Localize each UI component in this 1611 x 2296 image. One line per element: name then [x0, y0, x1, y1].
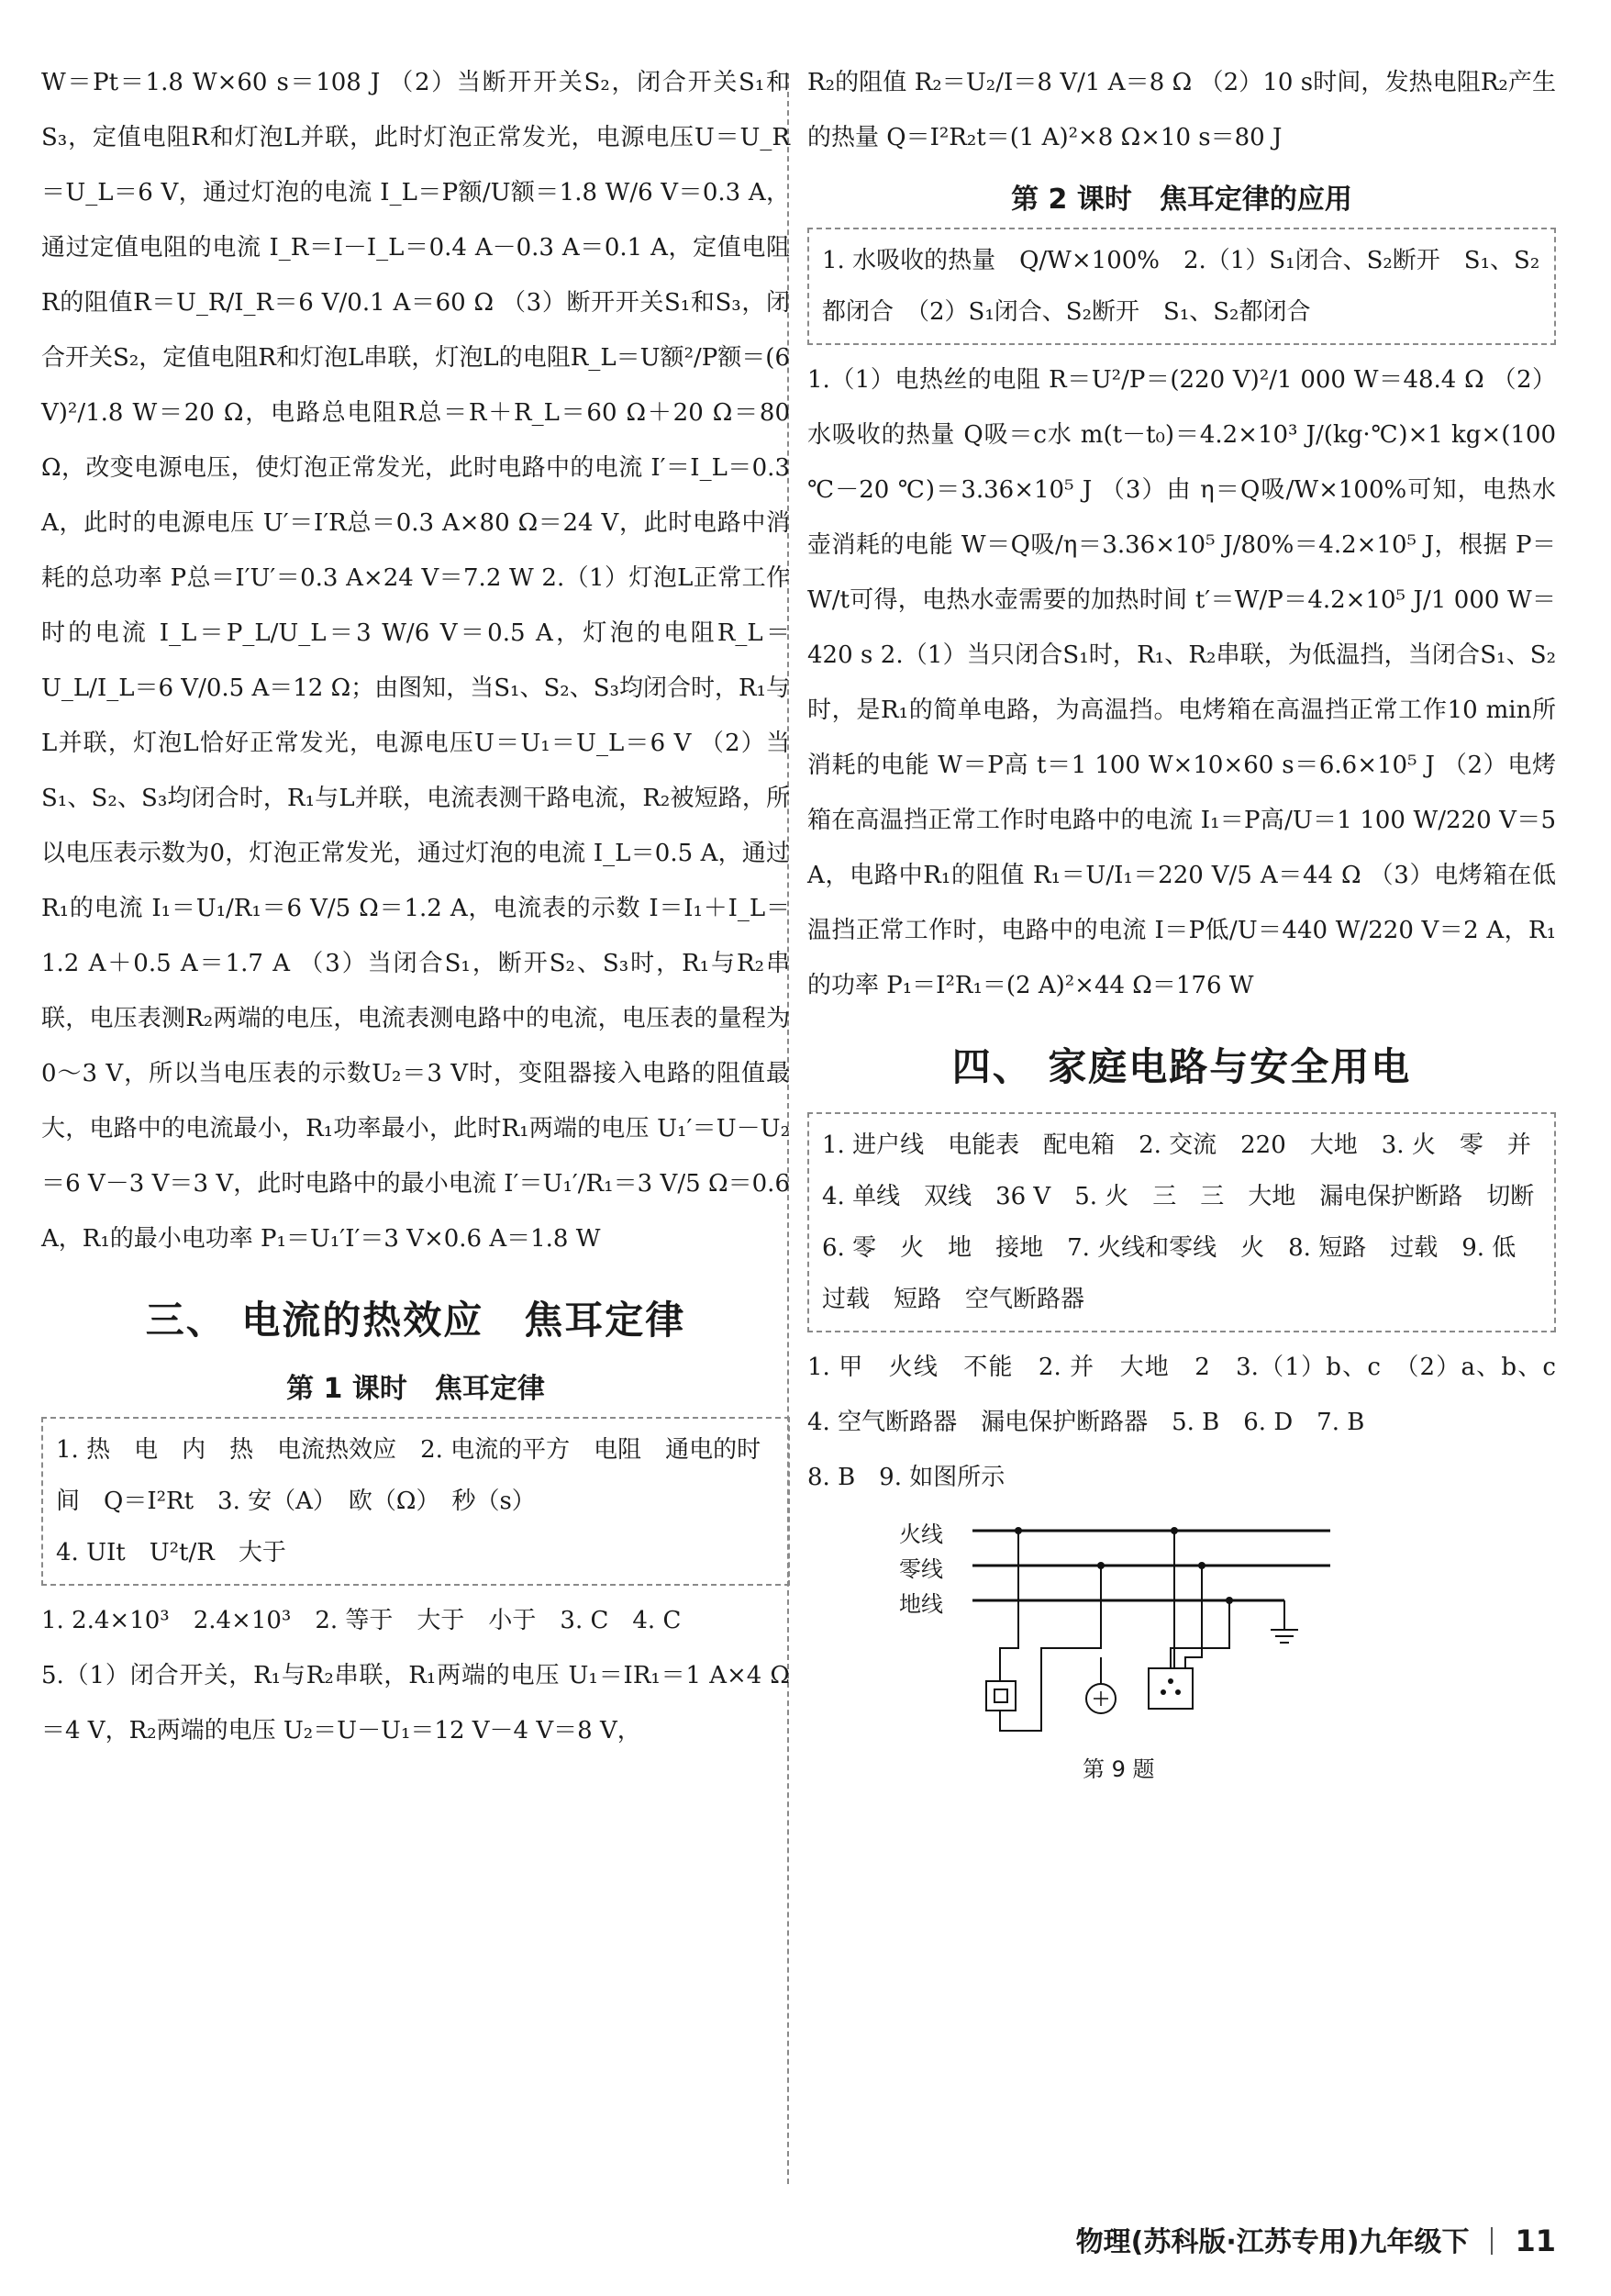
key-points-box: [807, 1112, 1559, 1332]
page-number: 11: [1515, 2224, 1556, 2258]
answer-paragraph: 5.（1）闭合开关，R₁与R₂串联，R₁两端的电压 U₁＝IR₁＝1 A×4 Ω＝4 V，R₂两端的电压 U₂＝U－U₁＝12 V－4 V＝8 V，: [41, 1662, 790, 1744]
answer-paragraph: 1. 2.4×10³ 2.4×10³ 2. 等于 大于 小于 3. C 4. C: [41, 1607, 682, 1634]
box-line: 1. 热 电 内 热 电流热效应 2. 电流的平方 电阻 通电的时间 Q＝I²Rt 3. 安（A） 欧（Ω） 秒（s）: [56, 1436, 761, 1515]
socket-icon: [1149, 1668, 1193, 1709]
answer-paragraph: W＝Pt＝1.8 W×60 s＝108 J （2）当断开开关S₂，闭合开关S₁和S₃，定值电阻R和灯泡L并联，此时灯泡正常发光，电源电压U＝U_R＝U_L＝6 V，通过灯泡的电流 I_L＝P额/U额＝1.8 W/6 V＝0.3 A，通过定值电阻的电流 I_R＝I－I_L＝0.4 A－0.3 A＝0.1 A，定值电阻R的阻值R＝U_R/I_R＝6 V/0.1 A＝60 Ω （3）断开开关S₁和S₃，闭合开关S₂，定值电阻R和灯泡L串联，灯泡L的电阻R_L＝U额²/P额＝(6 V)²/1.8 W＝20 Ω，电路总电阻R总＝R＋R_L＝60 Ω＋20 Ω＝80 Ω，改变电源电压，使灯泡正常发光，此时电路中的电流 I′＝I_L＝0.3 A，此时的电源电压 U′＝I′R总＝0.3 A×80 Ω＝24 V，此时电路中消耗的总功率 P总＝I′U′＝0.3 A×24 V＝7.2 W 2.（1）灯泡L正常工作时的电流 I_L＝P_L/U_L＝3 W/6 V＝0.5 A，灯泡的电阻R_L＝U_L/I_L＝6 V/0.5 A＝12 Ω；由图知，当S₁、S₂、S₃均闭合时，R₁与L并联，灯泡L恰好正常发光，电源电压U＝U₁＝U_L＝6 V （2）当S₁、S₂、S₃均闭合时，R₁与L并联，电流表测干路电流，R₂被短路，所以电压表示数为0，灯泡正常发光，通过灯泡的电流 I_L＝0.5 A，通过R₁的电流 I₁＝U₁/R₁＝6 V/5 Ω＝1.2 A，电流表的示数 I＝I₁＋I_L＝1.2 A＋0.5 A＝1.7 A （3）当闭合S₁，断开S₂、S₃时，R₁与R₂串联，电压表测R₂两端的电压，电流表测电路中的电流，电压表的量程为0～3 V，所以当电压表的示数U₂＝3 V时，变阻器接入电路的阻值最大，电路中的电流最小，R₁功率最小，此时R₁两端的电压 U₁′＝U－U₂＝6 V－3 V＝3 V，此时电路中的最小电流 I′＝U₁′/R₁＝3 V/5 Ω＝0.6 A，R₁的最小电功率 P₁＝U₁′I′＝3 V×0.6 A＝1.8 W: [41, 69, 790, 1253]
key-points-box: [41, 1417, 790, 1586]
neutral-wire-label: 零线: [899, 1556, 943, 1582]
right-column: [807, 55, 1581, 1786]
circuit-figure: [899, 1510, 1413, 1786]
earth-wire-label: 地线: [899, 1591, 943, 1617]
section-title: 四、 家庭电路与安全用电: [951, 1044, 1412, 1089]
footer-separator: [1491, 2227, 1493, 2255]
key-points-box: [807, 228, 1556, 345]
live-wire-label: 火线: [899, 1521, 943, 1547]
answer-paragraph: 8. B 9. 如图所示: [807, 1464, 1005, 1491]
circuit-diagram: [899, 1510, 1413, 1749]
figure-caption: 第 9 题: [1083, 1756, 1155, 1782]
box-line: 1. 进户线 电能表 配电箱 2. 交流 220 大地 3. 火 零 并 4. 单线 双线 36 V 5. 火 三 三 大地 漏电保护断路 切断 6. 零 火 地 接地 7. 火线和零线 火 8. 短路 过载 9. 低 过载 短路 空气断路器: [822, 1131, 1559, 1313]
lesson-title: 第 1 课时 焦耳定律: [286, 1373, 545, 1405]
answer-paragraph: 1. 甲 火线 不能 2. 并 大地 2 3.（1）b、c （2）a、b、c 4. 空气断路器 漏电保护断路器 5. B 6. D 7. B: [807, 1354, 1581, 1436]
box-line: 4. UIt U²t/R 大于: [56, 1539, 286, 1566]
page-footer: [1076, 2219, 1556, 2259]
box-line: 1. 水吸收的热量 Q/W×100% 2.（1）S₁闭合、S₂断开 S₁、S₂都闭合 （2）S₁闭合、S₂断开 S₁、S₂都闭合: [822, 247, 1540, 326]
book-title: 物理(苏科版·江苏专用)九年级下: [1075, 2226, 1470, 2258]
answer-paragraph: 1.（1）电热丝的电阻 R＝U²/P＝(220 V)²/1 000 W＝48.4 Ω （2）水吸收的热量 Q吸＝c水 m(t－t₀)＝4.2×10³ J/(kg·℃)×1 kg×(100 ℃－20 ℃)＝3.36×10⁵ J （3）由 η＝Q吸/W×100%可知，电热水壶消耗的电能 W＝Q吸/η＝3.36×10⁵ J/80%＝4.2×10⁵ J，根据 P＝W/t可得，电热水壶需要的加热时间 t′＝W/P＝4.2×10⁵ J/1 000 W＝420 s 2.（1）当只闭合S₁时，R₁、R₂串联，为低温挡，当闭合S₁、S₂时，是R₁的简单电路，为高温挡。电烤箱在高温挡正常工作10 min所消耗的电能 W＝P高 t＝1 100 W×10×60 s＝6.6×10⁵ J （2）电烤箱在高温挡正常工作时电路中的电流 I₁＝P高/U＝1 100 W/220 V＝5 A，电路中R₁的阻值 R₁＝U/I₁＝220 V/5 A＝44 Ω （3）电烤箱在低温挡正常工作时，电路中的电流 I＝P低/U＝440 W/220 V＝2 A，R₁的功率 P₁＝I²R₁＝(2 A)²×44 Ω＝176 W: [807, 366, 1556, 999]
lesson-title: 第 2 课时 焦耳定律的应用: [1011, 184, 1352, 216]
left-column: [41, 55, 790, 1758]
answer-paragraph: R₂的阻值 R₂＝U₂/I＝8 V/1 A＝8 Ω （2）10 s时间，发热电阻R₂产生的热量 Q＝I²R₂t＝(1 A)²×8 Ω×10 s＝80 J: [807, 69, 1556, 151]
section-title: 三、 电流的热效应 焦耳定律: [145, 1298, 686, 1343]
switch-icon: [986, 1681, 1016, 1711]
